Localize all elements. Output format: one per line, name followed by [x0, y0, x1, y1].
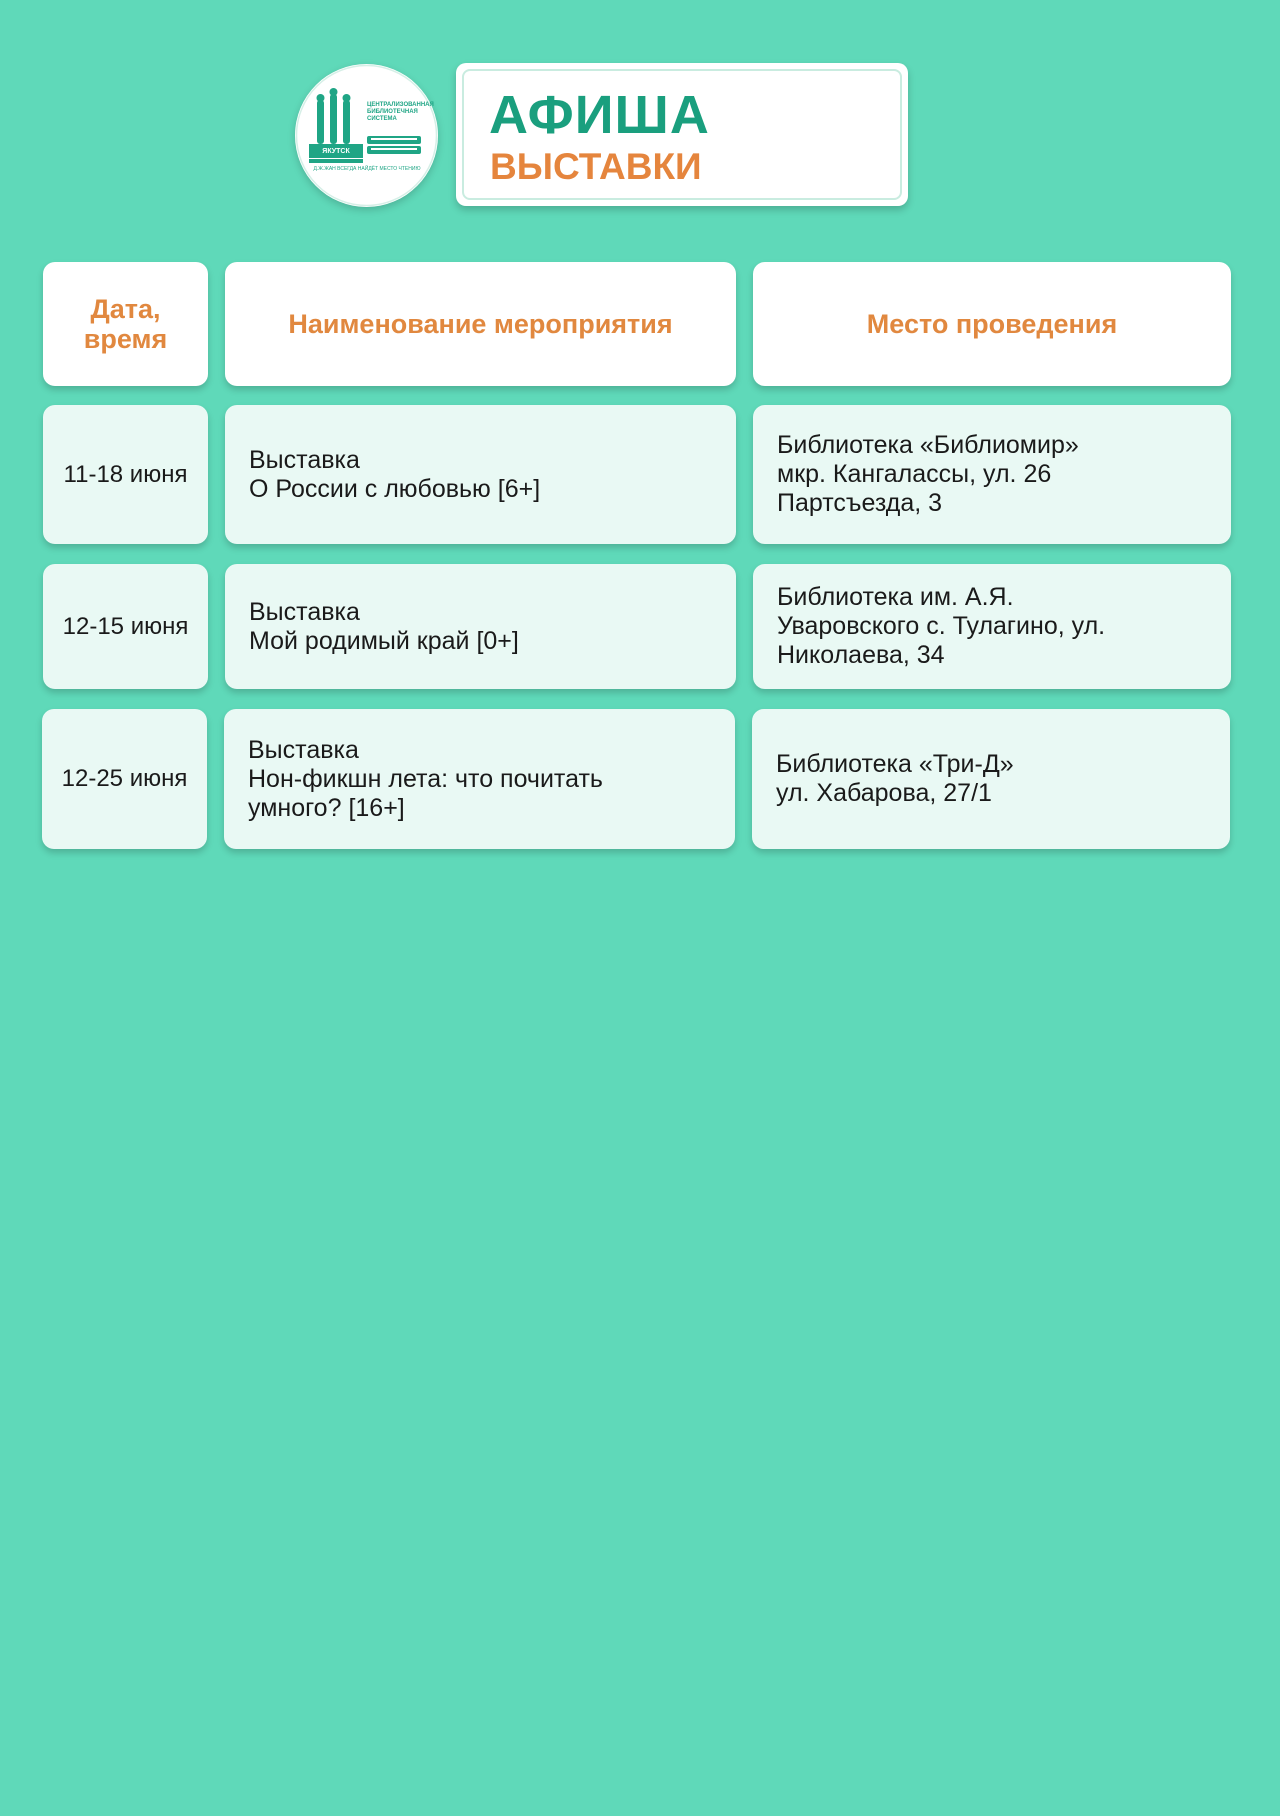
logo-city-text: ЯКУТСК — [322, 148, 350, 155]
table-row-2-place-line-2: Уваровского с. Тулагино, ул. — [777, 612, 1106, 640]
table-row-2-place-line-1: Библиотека им. А.Я. — [777, 583, 1014, 611]
table-row-1-date-cell — [43, 405, 208, 544]
table-row-2-place-line-3: Николаева, 34 — [777, 641, 945, 669]
table-row-1-event-cell — [225, 405, 736, 544]
library-logo — [295, 64, 438, 207]
table-row-2-event-cell — [225, 564, 736, 689]
table-row-1-place-cell — [753, 405, 1231, 544]
table-row-3-event-type: Выставка — [248, 735, 359, 764]
column-header-place — [753, 262, 1231, 386]
table-row-3-event-title-line-2: умного? [16+] — [248, 793, 405, 822]
table-row-1-event-title: О России с любовью [6+] — [249, 474, 541, 503]
logo-emblem-icon — [295, 64, 438, 207]
table-row-3-date-cell — [42, 709, 207, 849]
logo-org-text: ЦЕНТРАЛИЗОВАННАЯ БИБЛИОТЕЧНАЯ СИСТЕМА — [367, 102, 434, 122]
title-card — [456, 63, 908, 206]
column-header-place-label: Место проведения — [866, 309, 1118, 339]
table-row-1-date: 11-18 июня — [63, 460, 188, 488]
table-row-1-place-line-3: Партсъезда, 3 — [777, 489, 943, 517]
table-row-3-event-title-line-1: Нон-фикшн лета: что почитать — [248, 764, 603, 793]
page-subtitle: ВЫСТАВКИ — [490, 146, 702, 187]
logo-slogan-text: Д.Ж.ЖАН ВСЕГДА НАЙДЁТ МЕСТО ЧТЕНИЮ — [313, 166, 421, 172]
table-row-3-place-cell — [752, 709, 1230, 849]
column-header-event-label: Наименование мероприятия — [288, 309, 673, 339]
table-row-1-event-type: Выставка — [249, 445, 360, 474]
table-row-2-date: 12-15 июня — [62, 612, 189, 640]
page-title: АФИША — [489, 85, 710, 145]
table-row-3-date: 12-25 июня — [61, 765, 188, 792]
table-row-2-event-title: Мой родимый край [0+] — [249, 626, 519, 655]
table-row-1-place-line-2: мкр. Кангалассы, ул. 26 — [777, 460, 1052, 488]
table-row-2-place-cell — [753, 564, 1231, 689]
table-row-2-event-type: Выставка — [249, 597, 360, 626]
column-header-date-label: Дата, время — [83, 294, 168, 354]
table-row-2-date-cell — [43, 564, 208, 689]
table-row-1-place-line-1: Библиотека «Библиомир» — [777, 431, 1079, 459]
table-row-3-place-line-1: Библиотека «Три-Д» — [776, 750, 1014, 778]
table-row-3-event-cell — [224, 709, 735, 849]
column-header-date — [43, 262, 208, 386]
column-header-event — [225, 262, 736, 386]
table-row-3-place-line-2: ул. Хабарова, 27/1 — [776, 779, 992, 807]
